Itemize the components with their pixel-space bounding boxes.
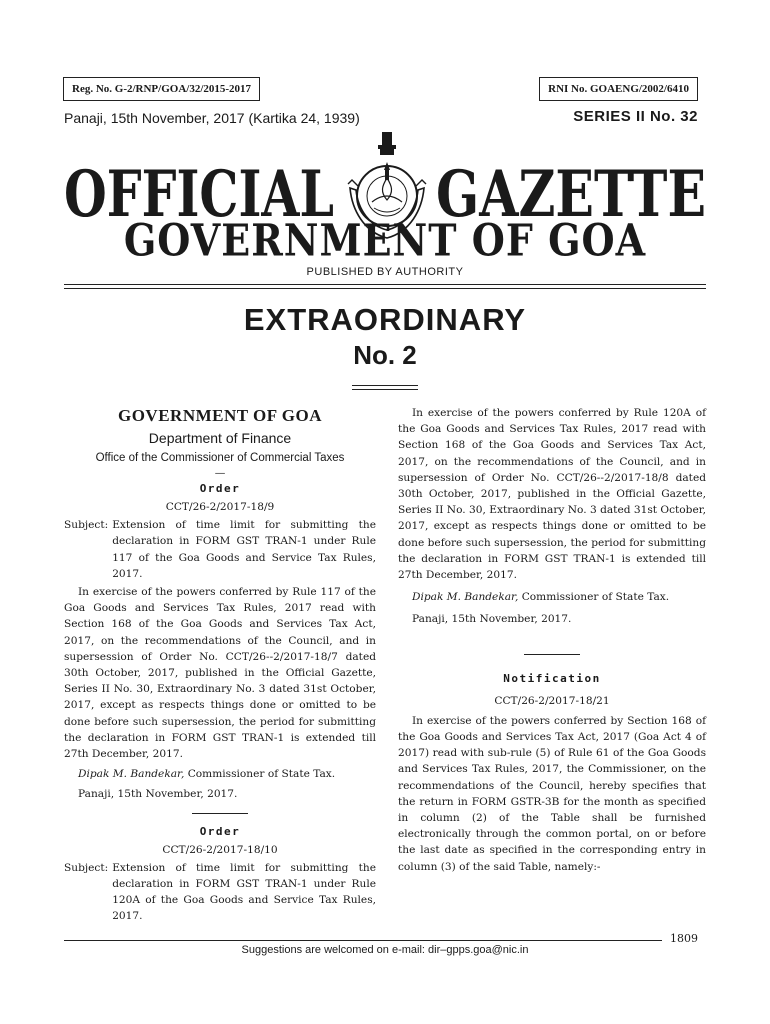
extraordinary-heading: EXTRAORDINARY: [243, 302, 527, 337]
order-number: CCT/26-2/2017-18/9: [165, 501, 275, 513]
subject-label: Subject:: [64, 519, 109, 532]
notification-body: In exercise of the powers conferred by Section 168 of the Goa Goods and Services Tax Act, 2017 (Goa Act 4 of 2017) read with sub-rule (5) of Rule 61 of the Goa Goods and Services Tax Rules, 2017, the Commissioner, on the recommendations of the Council, hereby specifies that the return in FORM GSTR-3B for the month as specified in column (2) of the Table shall be furnished electronically through the common portal, on or before the last date as specified in the corresponding entry in column (3) of the said Table, namely:-: [398, 714, 706, 873]
order-place-date: Panaji, 15th November, 2017.: [78, 788, 238, 801]
order-signature: [64, 766, 376, 782]
gazette-title-left: OFFICIAL: [64, 157, 334, 224]
right-column: [398, 405, 706, 875]
order-number: CCT/26-2/2017-18/10: [162, 843, 278, 856]
department-name: Department of Finance: [148, 430, 292, 446]
separator-dash: —: [214, 467, 226, 479]
rni-number: RNI No. GOAENG/2002/6410: [539, 77, 698, 101]
notification-heading: Notification: [503, 671, 601, 685]
signatory-name: Dipak M. Bandekar,: [412, 591, 519, 604]
government-subtitle: GOVERNMENT OF GOA: [123, 214, 647, 266]
order-body: In exercise of the powers conferred by Rule 120A of the Goa Goods and Services Tax Rules, 2017 read with Section 168 of the Goa Goods and Services Tax Act, 2017, on the recommendations of the Council, and in supersession of Order No. CCT/26--2/2017-18/8 dated 30th October, 2017, published in the Official Gazette, Series II No. 30, Extraordinary No. 3 dated 31st October, 2017, except as respects things done or omitted to be done before such supersession, the period for submitting the declaration in FORM GST TRAN-1 is extended till 27th December, 2017.: [398, 407, 706, 582]
order-heading: Order: [199, 824, 241, 838]
footer-rule: [64, 940, 662, 941]
signatory-name: Dipak M. Bandekar,: [78, 768, 185, 781]
header-rule-bottom: [64, 288, 706, 289]
series-number: SERIES II No. 32: [573, 108, 698, 125]
registration-number: Reg. No. G-2/RNP/GOA/32/2015-2017: [63, 77, 260, 101]
order-body: In exercise of the powers conferred by Rule 117 of the Goa Goods and Services Tax Rules, 2017 read with Section 168 of the Goa Goods and Services Tax Act, 2017, on the recommendations of the Council, and in supersession of Order No. CCT/26--2/2017-18/7 dated 30th October, 2017, published in the Official Gazette, Series II No. 30, Extraordinary No. 3 dated 31st October, 2017, except as respects things done or omitted to be done before such supersession, the period for submitting the declaration in FORM GST TRAN-1 is extended till 27th December, 2017.: [64, 586, 376, 761]
order-heading: Order: [199, 482, 241, 495]
order-place-date: Panaji, 15th November, 2017.: [412, 613, 572, 626]
subject-text: Extension of time limit for submitting the declaration in FORM GST TRAN-1 under Rule 117 of the Goa Goods and Service Tax Rules, 2017.: [112, 519, 376, 580]
published-by-authority: PUBLISHED BY AUTHORITY: [306, 266, 464, 278]
office-name: Office of the Commissioner of Commercial Taxes: [95, 452, 345, 464]
header-rule-top: [64, 284, 706, 285]
extraordinary-number: No. 2: [353, 340, 417, 370]
gazette-title-right: GAZETTE: [436, 157, 706, 224]
ornament-rule-2: [352, 389, 418, 390]
order-signature: [398, 589, 706, 605]
notification-number: CCT/26-2/2017-18/21: [494, 694, 610, 707]
footer-suggestions: Suggestions are welcomed on e-mail: dir–gpps.goa@nic.in: [241, 944, 529, 956]
section-divider: [192, 813, 248, 814]
ornament-rule-1: [352, 385, 418, 386]
section-divider: [524, 654, 580, 655]
signatory-designation: Commissioner of State Tax.: [518, 591, 670, 604]
subject-text: Extension of time limit for submitting the declaration in FORM GST TRAN-1 under Rule 120A of the Goa Goods and Service Tax Rules, 2017.: [112, 861, 376, 923]
order-subject: [64, 860, 376, 925]
page-number: 1809: [670, 932, 698, 945]
subject-label: Subject:: [64, 861, 109, 874]
left-column: [64, 405, 376, 925]
issue-dateline: Panaji, 15th November, 2017 (Kartika 24, 1939): [64, 110, 360, 126]
order-subject: [64, 517, 376, 582]
government-heading: GOVERNMENT OF GOA: [117, 406, 322, 425]
signatory-designation: Commissioner of State Tax.: [184, 768, 336, 781]
